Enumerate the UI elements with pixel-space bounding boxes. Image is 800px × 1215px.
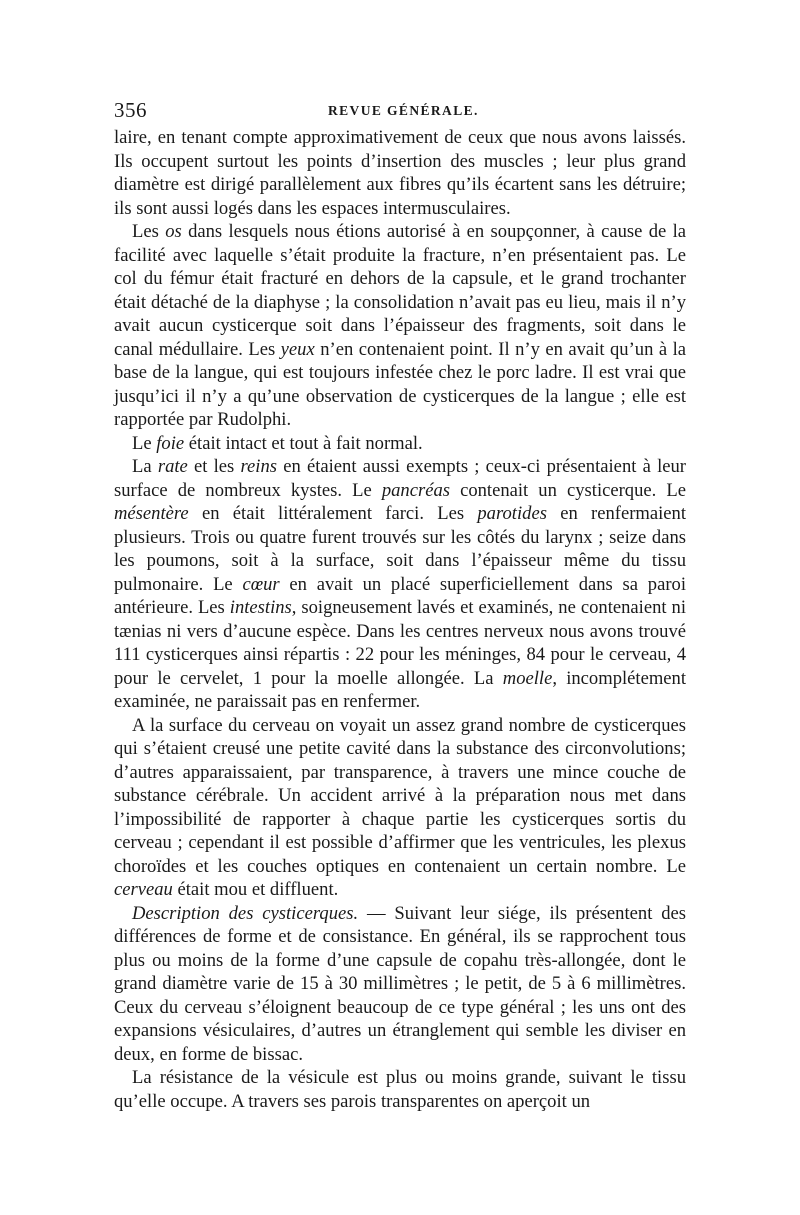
text-run: dans lesquels nous étions autorisé à en soupçonner, à cause de la facilité avec laquelle s’était produite la fracture, n’en présentaient pas. Le col du fémur était fracturé en dehors de la capsule, et le grand trochanter était détaché de la diaphyse ; la consolidation n’avait pas eu lieu, mais il n’y avait aucun cysticerque soit dans l’épaisseur des fragments, soit dans le canal médullaire. Les xyxy=(114,221,686,360)
italic-term: foie xyxy=(156,432,185,454)
text-run: et les xyxy=(187,456,241,477)
page-header xyxy=(114,98,686,124)
text-run: laire, en tenant compte approximativement de ceux que nous avons laissés. Ils occupent surtout les points d’insertion des muscles ; leur plus grand diamètre est dirigé parallèlement aux fibres qu’ils écartent sans les détruire; ils sont aussi logés dans les espaces intermusculaires. xyxy=(114,127,686,219)
section-heading: Description des cysticerques. xyxy=(132,902,359,924)
paragraph xyxy=(114,1066,686,1113)
text-run: La résistance de la vésicule est plus ou moins grande, suivant le tissu qu’elle occupe. A travers ses parois transparentes on aperçoit un xyxy=(114,1067,686,1112)
text-run: La xyxy=(132,456,158,477)
text-run: n’en contenaient point. Il n’y en avait qu’un à la base de la langue, qui est toujours infestée chez le porc ladre. Il est vrai que jusqu’ici il n’y a qu’une observation de cysticerques de la langue ; elle est rapportée par Rudolphi. xyxy=(114,338,687,430)
italic-term: parotides xyxy=(477,503,547,524)
paragraph xyxy=(114,902,686,1067)
text-run: Le xyxy=(132,432,157,454)
text-run: était mou et diffluent. xyxy=(172,879,339,900)
text-run: , soigneusement lavés et examinés, ne contenaient ni tænias ni vers d’aucune espèce. Dans les centres nerveux nous avons trouvé 111 cysticerques ainsi répartis : 22 pour les méninges, 84 pour le cerveau, 4 pour le cervelet, 1 pour la moelle allongée. La xyxy=(114,597,686,689)
italic-term: cœur xyxy=(242,573,280,595)
text-run: en était littéralement farci. Les xyxy=(188,503,478,524)
text-run: Les xyxy=(132,221,166,242)
text-run: — Suivant leur siége, ils présentent des différences de forme et de consistance. En général, ils se rapprochent tous plus ou moins de la forme d’une capsule de copahu très-allongée, dont le grand diamètre varie de 15 à 30 millimètres ; le petit, de 5 à 6 millimètres. Ceux du cerveau s’éloignent beaucoup de ce type général ; les uns ont des expansions vésiculaires, d’autres un étranglement qui semble les diviser en deux, en forme de bissac. xyxy=(114,902,686,1065)
italic-term: pancréas xyxy=(381,479,450,501)
paragraph xyxy=(114,432,686,456)
text-run: contenait un cysticerque. Le xyxy=(449,479,686,501)
paragraph xyxy=(114,714,686,902)
running-title: REVUE GÉNÉRALE. xyxy=(328,103,479,118)
italic-term: mésentère xyxy=(114,503,189,524)
italic-term: os xyxy=(165,221,182,242)
body-text xyxy=(114,126,686,1113)
paragraph xyxy=(114,455,686,714)
text-run: , incomplétement examinée, ne paraissait pas en renfermer. xyxy=(114,667,687,712)
text-run: était intact et tout à fait normal. xyxy=(184,432,423,454)
text-run: en avait un placé superficiellement dans sa paroi antérieure. Les xyxy=(114,573,686,618)
italic-term: cerveau xyxy=(114,879,173,900)
italic-term: reins xyxy=(240,456,277,477)
text-run: en renfermaient plusieurs. Trois ou quatre furent trouvés sur les côtés du larynx ; seize dans les poumons, soit à la surface, soit dans l’épaisseur même du tissu pulmonaire. Le xyxy=(114,503,687,595)
paragraph xyxy=(114,220,686,432)
book-page xyxy=(114,98,686,1113)
italic-term: intestins xyxy=(229,597,292,618)
paragraph xyxy=(114,126,686,220)
page-number: 356 xyxy=(114,98,147,122)
text-run: A la surface du cerveau on voyait un assez grand nombre de cysticerques qui s’étaient creusé une petite cavité dans la substance des circonvolutions; d’autres apparaissaient, par transparence, à travers une mince couche de substance cérébrale. Un accident arrivé à la préparation nous met dans l’impossibilité de rapporter à chaque partie les cysticerques sortis du cerveau ; cependant il est possible d’affirmer que les ventricules, les plexus choroïdes et les couches optiques en contenaient un certain nombre. Le xyxy=(114,714,686,877)
text-run: en étaient aussi exempts ; ceux-ci présentaient à leur surface de nombreux kystes. Le xyxy=(114,456,686,501)
italic-term: yeux xyxy=(280,338,315,360)
italic-term: rate xyxy=(157,456,188,477)
italic-term: moelle xyxy=(502,667,553,689)
